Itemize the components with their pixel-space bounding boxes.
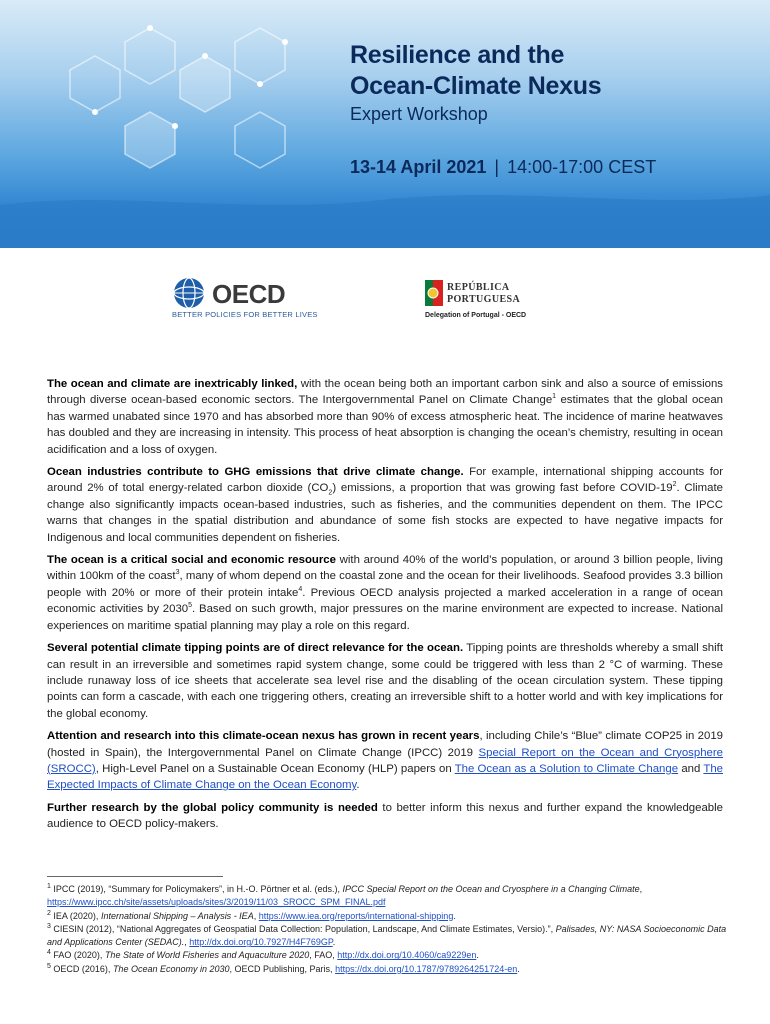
date-separator: | (494, 157, 500, 177)
paragraph-text: . Based on such growth, major pressures on the marine environment are expected to increase. National experiences on maritime spatial planning may play a role on this regard. (47, 603, 723, 632)
document-body (47, 376, 723, 839)
footnote-number: 1 (47, 883, 51, 890)
event-date-time (350, 157, 656, 178)
oecd-globe-icon (172, 276, 208, 310)
paragraph-lead: The ocean is a critical social and economic resource (47, 554, 336, 567)
footnote-text: , OECD Publishing, Paris, (229, 963, 336, 974)
footnote-ref[interactable]: 2 (672, 481, 677, 489)
paragraph-research-attention (47, 728, 723, 794)
event-time: 14:00-17:00 CEST (507, 157, 657, 177)
footnote-4 (47, 949, 727, 962)
footnote-text: . (453, 910, 456, 921)
paragraph-text: For example, international shipping accounts for around 2% of total energy-related carbon dioxide (CO (47, 466, 723, 495)
footnote-text: , FAO, (309, 950, 338, 961)
title-line-1: Resilience and the (350, 41, 565, 69)
footnote-text: . (332, 937, 336, 948)
paragraph-text: , many of whom depend on the coastal zone and the ocean for their livelihoods. Seafood provides 3.3 billion people with 20% or more of their protein intake (47, 570, 723, 599)
oecd-tagline: BETTER POLICIES FOR BETTER LIVES (172, 310, 318, 319)
footnote-number: 5 (47, 962, 51, 970)
footnote-number: 4 (47, 949, 51, 957)
footnote-number: 3 (47, 922, 51, 930)
footnote-ref[interactable]: 1 (552, 393, 557, 401)
link-ocean-solution[interactable]: The Ocean as a Solution to Climate Change (454, 762, 679, 775)
paragraph-text: to better inform this nexus and further expand the knowledgeable audience to OECD policy-makers. (47, 801, 723, 831)
paragraph-ocean-climate (47, 376, 723, 458)
footnote-text: FAO (2020), (50, 950, 105, 961)
subscript: 2 (328, 489, 333, 497)
footnote-text: , (184, 937, 190, 948)
footnote-text: OECD (2016), (50, 963, 113, 974)
footnote-divider (47, 876, 223, 877)
paragraph-lead: Ocean industries contribute to GHG emissions that drive climate change. (47, 466, 464, 479)
portugal-delegation: Delegation of Portugal - OECD (425, 312, 527, 319)
footnote-number: 2 (47, 909, 51, 917)
footnote-title: The State of World Fisheries and Aquaculture 2020 (104, 950, 310, 961)
footnote-text: , (253, 910, 259, 921)
link-srocc[interactable]: Special Report on the Ocean and Cryosphere (SROCC) (47, 746, 724, 775)
event-date: 13-14 April 2021 (350, 157, 487, 177)
footnote-text: . (476, 950, 479, 961)
footnote-2 (47, 910, 727, 923)
footnote-1 (47, 883, 727, 910)
paragraph-text: . Previous OECD analysis projected a marked acceleration in a range of ocean economic activities by 2030 (47, 586, 724, 616)
paragraph-text: , High-Level Panel on a Sustainable Ocean Economy (HLP) papers on (95, 762, 455, 775)
paragraph-text: with around 40% of the world’s population, or around 3 billion people, living within 100km of the coast (47, 554, 723, 583)
footnote-ref[interactable]: 5 (188, 602, 193, 610)
footnote-title: The Ocean Economy in 2030 (112, 963, 230, 974)
footnote-5 (47, 963, 727, 976)
footnote-title: International Shipping – Analysis - IEA (100, 910, 254, 921)
footnote-text: . (517, 963, 520, 974)
footnote-text: CIESIN (2012), “National Aggregates of Geospatial Data Collection: Population, Landscape, And Climate Estimates, Versio).”, (50, 923, 556, 934)
portugal-name (447, 282, 520, 306)
paragraph-text: . Climate change also significantly impacts ocean-based industries, such as fisheries, and the communities dependent on them. The IPCC warns that changes in the spatial distribution and abundance of some fish stocks are expected to have negative impacts for Indigenous and local communities dependent on fisheries. (47, 482, 724, 544)
footnote-link[interactable]: http://dx.doi.org/10.4060/ca9229en (337, 950, 477, 961)
footnotes (47, 883, 727, 976)
footnote-ref[interactable]: 3 (175, 569, 180, 577)
footnote-text: IPCC (2019), “Summary for Policymakers”, in H.-O. Pörtner et al. (eds.), (50, 884, 343, 894)
page-title (350, 40, 601, 102)
footnote-3 (47, 923, 727, 950)
paragraph-text: Tipping points are thresholds whereby a small shift can result in an irreversible and sometimes rapid system change, some could be triggered with less than 2 °C of warming. These include runaway loss of ice sheets that accelerate sea level rise and the disabling of the ocean circulation system. These tipping points can form a cascade, with each one triggering others, creating an irreversible shift to a hotter world and with key implications for the global economy. (47, 642, 723, 720)
paragraph-lead: Further research by the global policy community is needed (47, 801, 378, 814)
paragraph-ocean-industries (47, 464, 723, 546)
paragraph-text: with the ocean being both an important carbon sink and also a source of emissions through diverse ocean-based economic sectors. The Intergovernmental Panel on Climate Change (47, 378, 723, 407)
footnote-title: Palisades, NY: NASA Socioeconomic Data and Applications Center (SEDAC). (47, 923, 727, 948)
portugal-name-line-2: PORTUGUESA (447, 294, 521, 305)
oecd-logo (172, 276, 322, 324)
page-subtitle: Expert Workshop (350, 104, 488, 124)
header-banner (0, 0, 770, 248)
paragraph-tipping-points (47, 640, 723, 722)
oecd-wordmark: OECD (212, 279, 286, 309)
footnote-text: IEA (2020), (50, 910, 101, 921)
portugal-logo (425, 278, 565, 326)
paragraph-lead: Attention and research into this climate-ocean nexus has grown in recent years (47, 730, 480, 743)
paragraph-further-research (47, 800, 723, 833)
footnote-title: IPCC Special Report on the Ocean and Cryosphere in a Changing Climate (342, 884, 640, 894)
footnote-link[interactable]: https://dx.doi.org/10.1787/9789264251724-en (335, 963, 518, 974)
portugal-emblem-icon (425, 280, 443, 306)
footnote-link[interactable]: https://www.iea.org/reports/international-shipping (258, 910, 454, 921)
paragraph-lead: Several potential climate tipping points are of direct relevance for the ocean. (47, 642, 464, 655)
paragraph-text: estimates that the global ocean has warmed unabated since 1970 and has absorbed more than 90% of excess atmospheric heat. The incidence of marine heatwaves has doubled and they are increasing in intensity. This process of heat absorption is changing the ocean’s chemistry, resulting in ocean acidification and a loss of oxygen. (47, 394, 723, 456)
footnote-text: , (639, 884, 643, 894)
footnote-link[interactable]: https://www.ipcc.ch/site/assets/uploads/sites/3/2019/11/03_SROCC_SPM_FINAL.pdf (47, 897, 386, 908)
paragraph-text: ) emissions, a proportion that was growing fast before COVID-19 (332, 482, 673, 495)
paragraph-text: and (678, 762, 704, 775)
paragraph-text: , including Chile’s “Blue” climate COP25 in 2019 (hosted in Spain), the Intergovernmental Panel on Climate Change (IPCC) 2019 (47, 730, 723, 759)
paragraph-lead: The ocean and climate are inextricably linked, (47, 378, 298, 390)
footnote-link[interactable]: http://dx.doi.org/10.7927/H4F769GP (189, 937, 333, 948)
paragraph-critical-resource (47, 552, 723, 634)
footnote-ref[interactable]: 4 (298, 586, 303, 594)
title-line-2: Ocean-Climate Nexus (350, 72, 602, 100)
link-expected-impacts[interactable]: The Expected Impacts of Climate Change on the Ocean Economy (47, 762, 723, 792)
portugal-name-line-1: REPÚBLICA (447, 282, 510, 293)
paragraph-text: . (356, 779, 360, 792)
